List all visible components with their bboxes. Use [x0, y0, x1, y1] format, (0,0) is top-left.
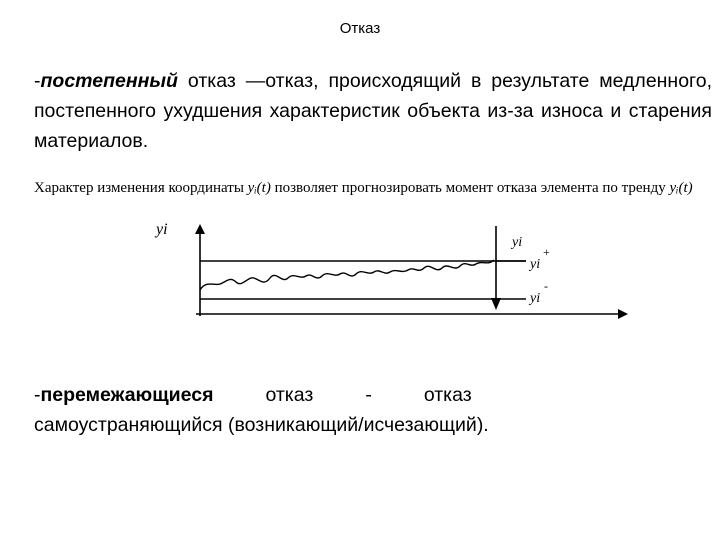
gradual-failure-definition: отказ —отказ, происходящий в результате медленного, постепенного ухудшения характеристик объекта из-за износа и старения материалов.	[34, 70, 712, 152]
intermittent-prefix: -	[34, 384, 41, 406]
intermittent-failure-definition: самоустраняющийся (возникающий/исчезающий).	[34, 414, 489, 436]
intermittent-failure-term: перемежающиеся	[40, 384, 214, 406]
intermittent-failure-paragraph	[34, 380, 712, 440]
upper-limit-label: yi	[530, 257, 541, 272]
trend-paragraph	[34, 170, 712, 206]
slide-title: Отказ	[339, 20, 381, 37]
trend-text-middle: позволяет прогнозировать момент отказа элемента по тренду	[270, 180, 670, 196]
trend-variable: yᵢ(t)	[247, 180, 271, 196]
intermittent-dash: -	[365, 384, 372, 406]
trend-diagram	[148, 218, 634, 320]
y-axis-label: yi	[156, 221, 168, 238]
upper-limit-sign: +	[543, 245, 550, 259]
failure-value-label: yi	[512, 235, 523, 250]
trend-text-start: Характер изменения координаты	[34, 180, 248, 196]
intermittent-word-2: отказ	[423, 384, 472, 406]
gradual-failure-term: постепенный	[40, 70, 178, 92]
gradual-failure-paragraph: -постепенный отказ —отказ, происходящий в результате медленного, постепенного ухудшения характеристик объекта из-за износа и старения материалов.	[34, 70, 712, 152]
intermittent-word-1: отказ	[265, 384, 314, 406]
trend-variable-2: yᵢ(t)	[669, 180, 693, 196]
diagram-background	[148, 218, 634, 320]
lower-limit-label: yi	[530, 291, 541, 306]
lower-limit-sign: -	[544, 279, 548, 293]
